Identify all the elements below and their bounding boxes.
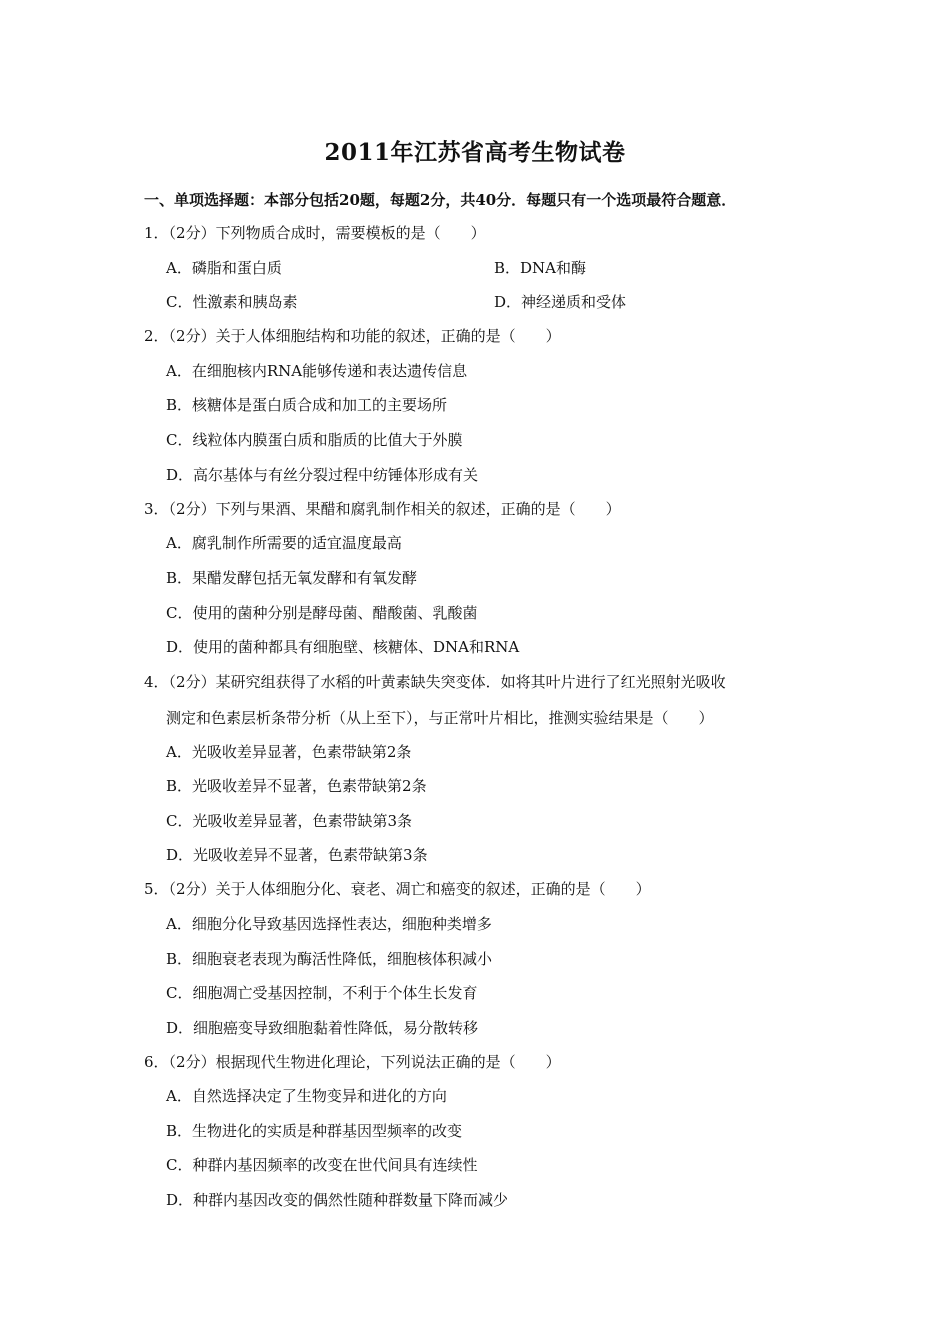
question-4-stem: 4．（2分）某研究组获得了水稻的叶黄素缺失突变体．如将其叶片进行了红光照射光吸收	[144, 673, 726, 691]
question-4-option-b: B．光吸收差异不显著，色素带缺第2条	[166, 777, 427, 795]
question-3-option-c: C．使用的菌种分别是酵母菌、醋酸菌、乳酸菌	[166, 604, 478, 622]
exam-title: 2011年江苏省高考生物试卷	[324, 139, 626, 166]
question-6-option-c: C．种群内基因频率的改变在世代间具有连续性	[166, 1156, 478, 1174]
question-3-stem: 3．（2分）下列与果酒、果醋和腐乳制作相关的叙述，正确的是（ ）	[144, 500, 621, 518]
question-4-option-d: D．光吸收差异不显著，色素带缺第3条	[166, 846, 428, 864]
question-6-option-a: A．自然选择决定了生物变异和进化的方向	[166, 1087, 447, 1105]
question-1-option-c: C．性激素和胰岛素	[166, 293, 298, 311]
question-1-option-d: D．神经递质和受体	[494, 293, 627, 311]
question-1-option-b: B．DNA和酶	[494, 259, 587, 277]
question-5-option-d: D．细胞癌变导致细胞黏着性降低，易分散转移	[166, 1019, 479, 1037]
question-6-option-b: B．生物进化的实质是种群基因型频率的改变	[166, 1122, 463, 1140]
question-5-option-a: A．细胞分化导致基因选择性表达，细胞种类增多	[166, 915, 492, 933]
question-1-option-a: A．磷脂和蛋白质	[166, 259, 282, 277]
question-3-option-a: A．腐乳制作所需要的适宜温度最高	[166, 534, 402, 552]
question-4-stem-continued: 测定和色素层析条带分析（从上至下），与正常叶片相比，推测实验结果是（ ）	[166, 709, 714, 727]
question-5-stem: 5．（2分）关于人体细胞分化、衰老、凋亡和癌变的叙述，正确的是（ ）	[144, 880, 651, 898]
question-2-option-d: D．高尔基体与有丝分裂过程中纺锤体形成有关	[166, 466, 479, 484]
question-6-stem: 6．（2分）根据现代生物进化理论，下列说法正确的是（ ）	[144, 1053, 561, 1071]
question-3-option-d: D．使用的菌种都具有细胞壁、核糖体、DNA和RNA	[166, 638, 520, 656]
section-heading: 一、单项选择题：本部分包括20题，每题2分，共40分．每题只有一个选项最符合题意．	[144, 191, 737, 209]
question-5-option-c: C．细胞凋亡受基因控制，不利于个体生长发育	[166, 984, 478, 1002]
question-5-option-b: B．细胞衰老表现为酶活性降低，细胞核体积减小	[166, 950, 493, 968]
question-3-option-b: B．果醋发酵包括无氧发酵和有氧发酵	[166, 569, 418, 587]
question-2-stem: 2．（2分）关于人体细胞结构和功能的叙述，正确的是（ ）	[144, 327, 561, 345]
question-1-stem: 1．（2分）下列物质合成时，需要模板的是（ ）	[144, 224, 486, 242]
question-4-option-a: A．光吸收差异显著，色素带缺第2条	[166, 743, 412, 761]
question-2-option-a: A．在细胞核内RNA能够传递和表达遗传信息	[166, 362, 468, 380]
question-6-option-d: D．种群内基因改变的偶然性随种群数量下降而减少	[166, 1191, 509, 1209]
question-2-option-b: B．核糖体是蛋白质合成和加工的主要场所	[166, 396, 448, 414]
question-2-option-c: C．线粒体内膜蛋白质和脂质的比值大于外膜	[166, 431, 463, 449]
question-4-option-c: C．光吸收差异显著，色素带缺第3条	[166, 812, 413, 830]
